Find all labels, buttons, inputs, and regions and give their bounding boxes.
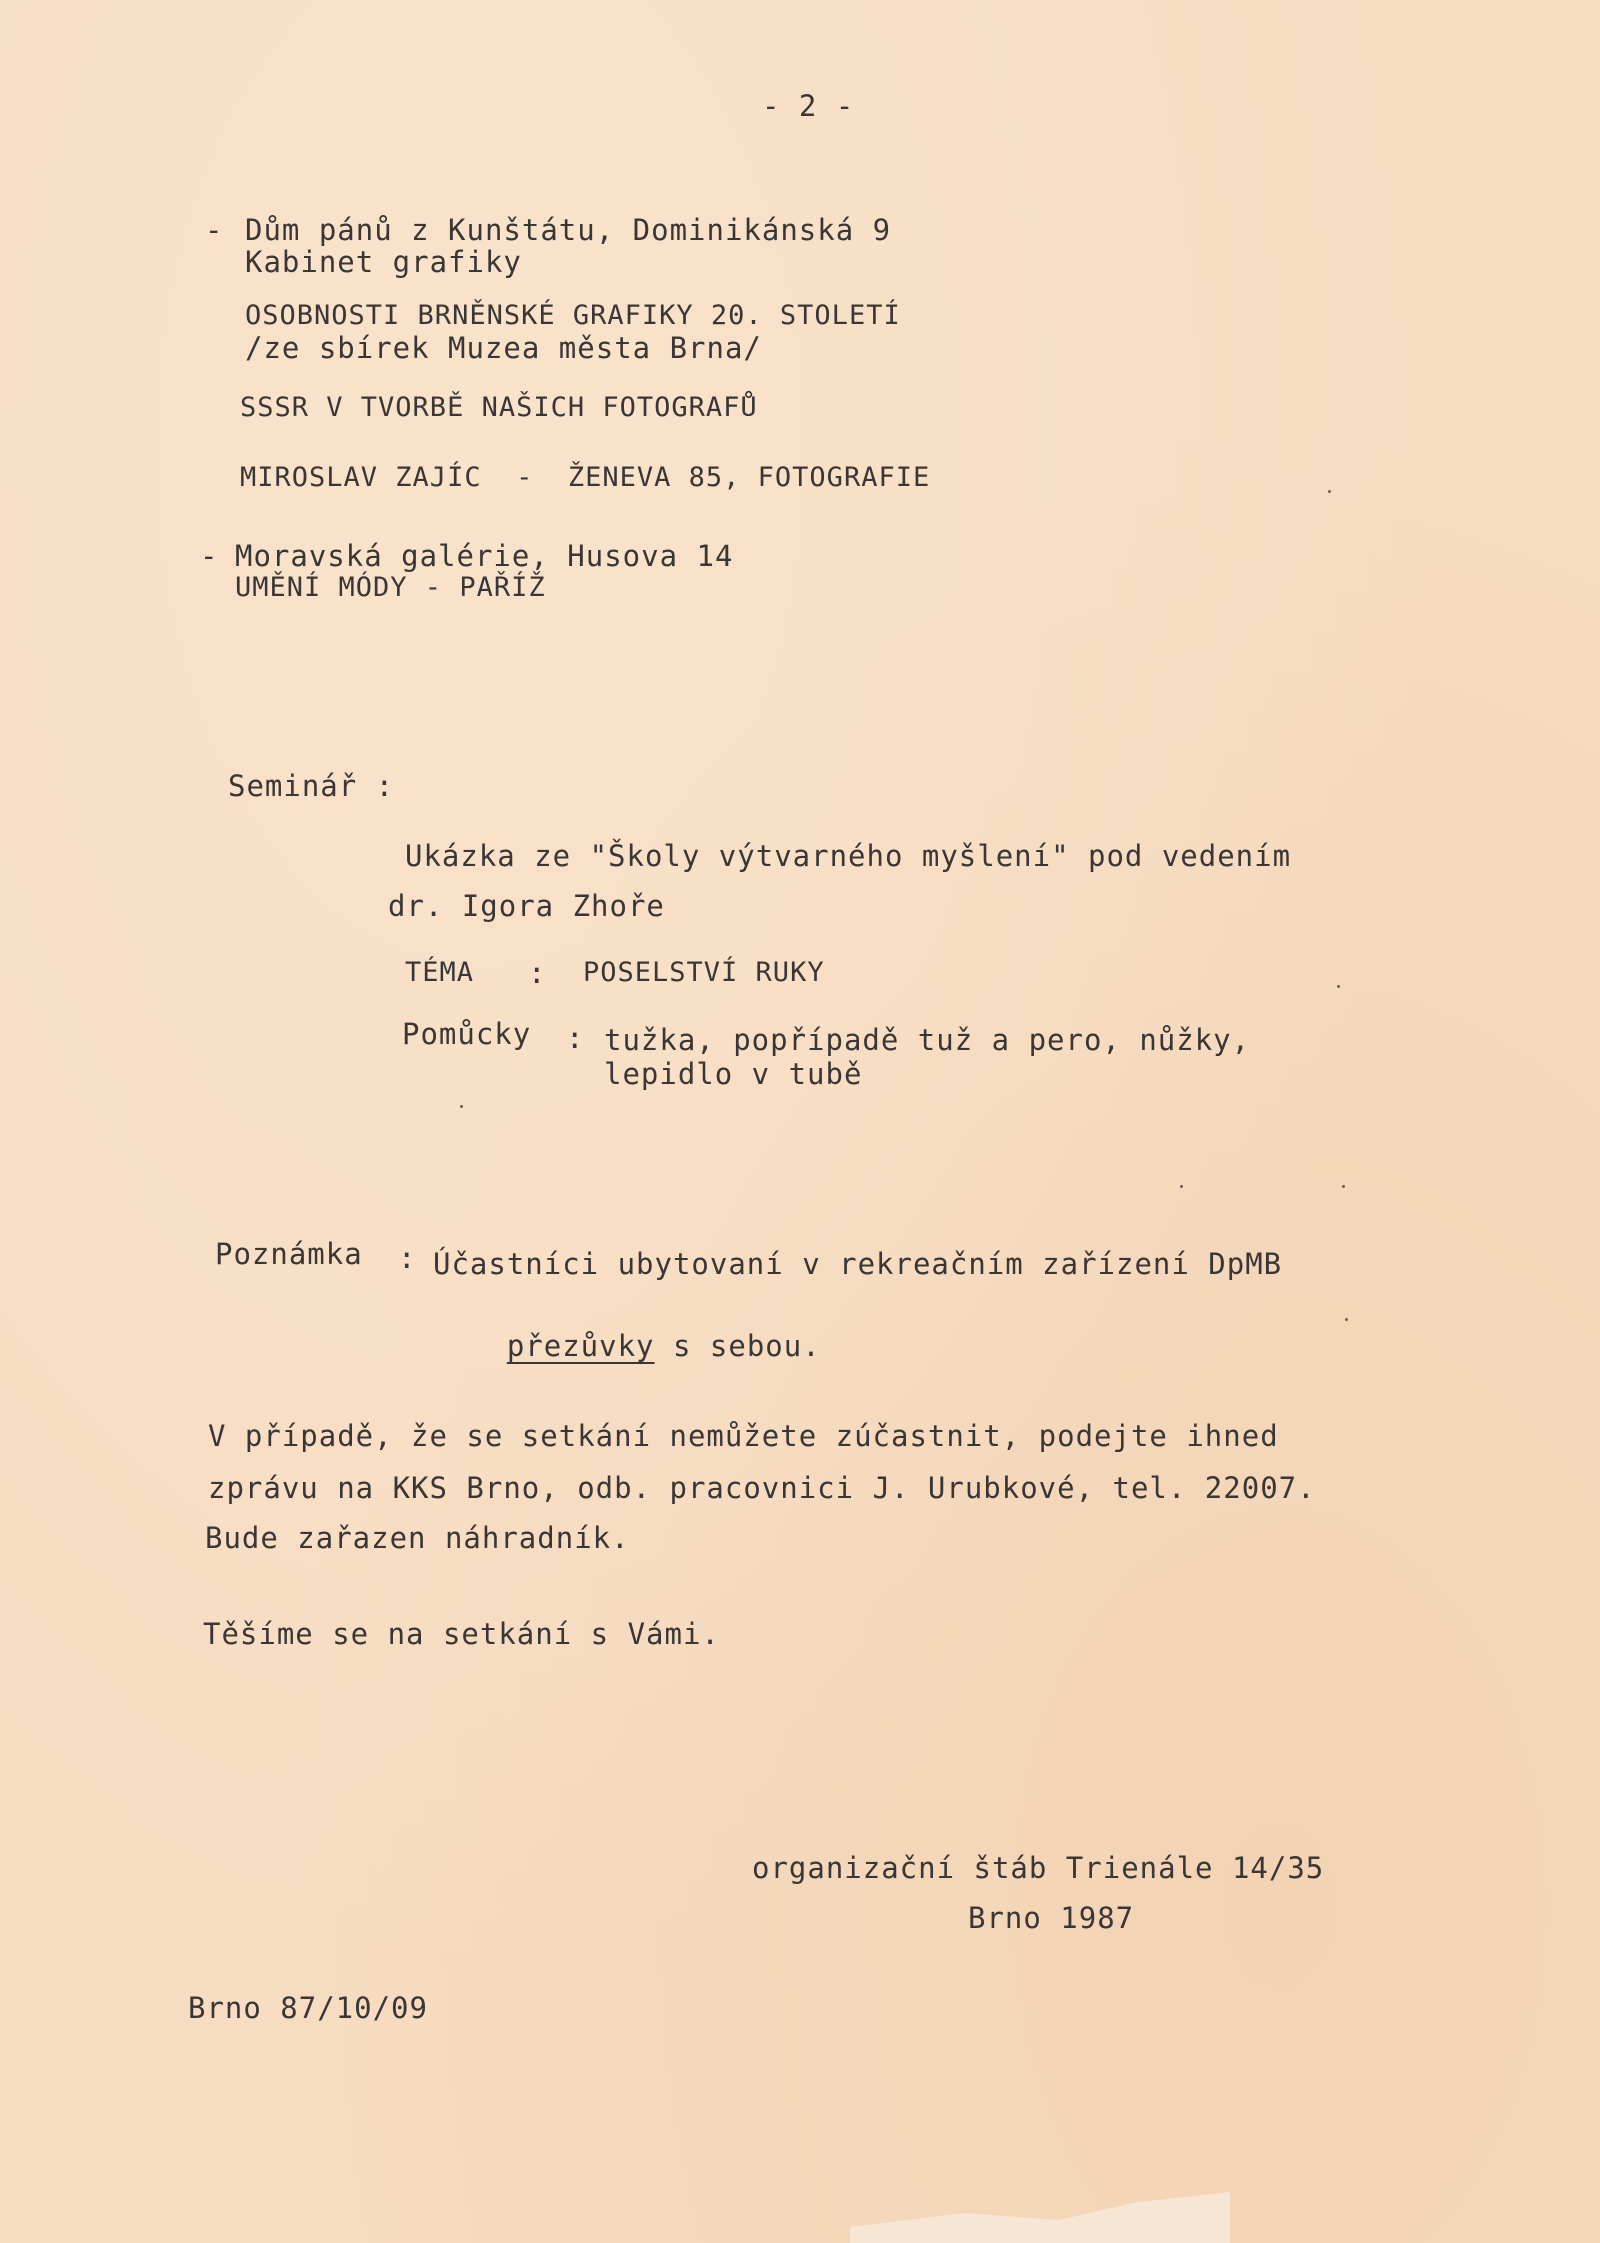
exhibition-1-subtitle: /ze sbírek Muzea města Brna/ (245, 331, 762, 365)
venue1-address: Dům pánů z Kunštátu, Dominikánská 9 (245, 213, 892, 247)
exhibition-3-title: MIROSLAV ZAJÍC - ŽENEVA 85, FOTOGRAFIE (240, 462, 931, 493)
note-separator: : (398, 1241, 417, 1275)
note-text: Účastníci ubytovaní v rekreačním zařízení DpMB (433, 1247, 1283, 1281)
paragraph-line-1: V případě, že se setkání nemůžete zúčastnit, podejte ihned (208, 1419, 1279, 1453)
seminar-description: Ukázka ze "Školy výtvarného myšlení" pod vedením (405, 839, 1292, 873)
venue2-dash: - (200, 539, 219, 573)
closing-line: Těšíme se na setkání s Vámi. (203, 1617, 720, 1651)
exhibition-4-title: UMĚNÍ MÓDY - PAŘÍŽ (235, 572, 546, 603)
topic-value: POSELSTVÍ RUKY (583, 957, 825, 988)
paper-speck (1342, 1185, 1345, 1188)
torn-paper-edge (850, 2185, 1230, 2243)
venue1-dash: - (205, 213, 224, 247)
paper-speck (1328, 490, 1331, 493)
paper-speck (1337, 985, 1340, 988)
topic-separator: : (528, 956, 547, 990)
tools-separator: : (566, 1021, 585, 1055)
tools-list-continued: lepidlo v tubě (604, 1057, 863, 1091)
note-underlined-word: přezůvky (506, 1329, 655, 1363)
paper-speck (1180, 1185, 1183, 1188)
exhibition-2-title: SSSR V TVORBĚ NAŠICH FOTOGRAFŮ (240, 392, 758, 423)
seminar-label: Seminář : (228, 769, 395, 803)
signature-line-2: Brno 1987 (968, 1901, 1135, 1935)
exhibition-1-title: OSOBNOSTI BRNĚNSKÉ GRAFIKY 20. STOLETÍ (245, 300, 901, 331)
page-number: - 2 - (762, 89, 855, 123)
document-date: Brno 87/10/09 (188, 1991, 428, 2025)
seminar-lecturer: dr. Igora Zhoře (388, 889, 665, 923)
venue1-room: Kabinet grafiky (245, 245, 522, 279)
paragraph-line-2: zprávu na KKS Brno, odb. pracovnici J. Urubkové, tel. 22007. (208, 1471, 1316, 1505)
paper-speck (460, 1105, 463, 1108)
tools-label: Pomůcky (402, 1017, 532, 1051)
note-label: Poznámka (215, 1237, 363, 1271)
signature-line-1: organizační štáb Trienále 14/35 (752, 1851, 1325, 1885)
paper-speck (1345, 1318, 1348, 1321)
topic-label: TÉMA (405, 957, 475, 988)
paragraph-line-3: Bude zařazen náhradník. (205, 1521, 630, 1555)
venue2-address: Moravská galérie, Husova 14 (235, 539, 734, 573)
tools-list: tužka, popřípadě tuž a pero, nůžky, (604, 1023, 1251, 1057)
note-text-rest: s sebou. (654, 1329, 821, 1363)
